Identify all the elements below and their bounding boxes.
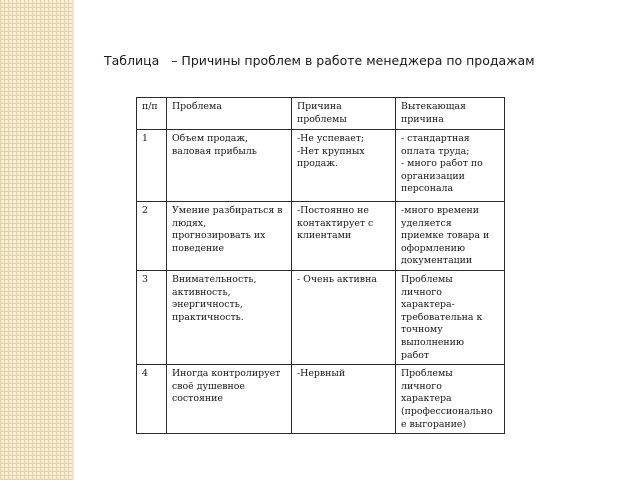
problems-table [136, 97, 505, 434]
side-band-edge [72, 0, 75, 480]
row-consequence: - стандартная оплата труда; - много работ по организации персонала [396, 130, 505, 202]
row-problem: Объем продаж, валовая прибыль [167, 130, 292, 202]
row-number: 4 [137, 365, 167, 434]
header-consequence: Вытекающая причина [396, 98, 505, 130]
table-row [137, 130, 505, 202]
row-number: 3 [137, 270, 167, 364]
row-problem: Умение разбираться в людях, прогнозировать их поведение [167, 202, 292, 271]
row-cause: - Очень активна [292, 270, 396, 364]
row-consequence: Проблемы личного характера (профессионально е выгорание) [396, 365, 505, 434]
row-problem: Внимательность, активность, энергичность, практичность. [167, 270, 292, 364]
row-consequence: -много времени уделяется приемке товара и оформлению документации [396, 202, 505, 271]
header-cause: Причина проблемы [292, 98, 396, 130]
table-caption: Таблица – Причины проблем в работе менеджера по продажам [104, 53, 535, 68]
row-number: 1 [137, 130, 167, 202]
row-cause: -Постоянно не контактирует с клиентами [292, 202, 396, 271]
table-row [137, 365, 505, 434]
row-cause: -Нервный [292, 365, 396, 434]
table-row [137, 270, 505, 364]
row-cause: -Не успевает; -Нет крупных продаж. [292, 130, 396, 202]
row-number: 2 [137, 202, 167, 271]
header-number: п/п [137, 98, 167, 130]
row-problem: Иногда контролирует своё душевное состояние [167, 365, 292, 434]
table-header-row [137, 98, 505, 130]
decorative-side-band [0, 0, 72, 480]
table-row [137, 202, 505, 271]
header-problem: Проблема [167, 98, 292, 130]
row-consequence: Проблемы личного характера- требовательна к точному выполнению работ [396, 270, 505, 364]
